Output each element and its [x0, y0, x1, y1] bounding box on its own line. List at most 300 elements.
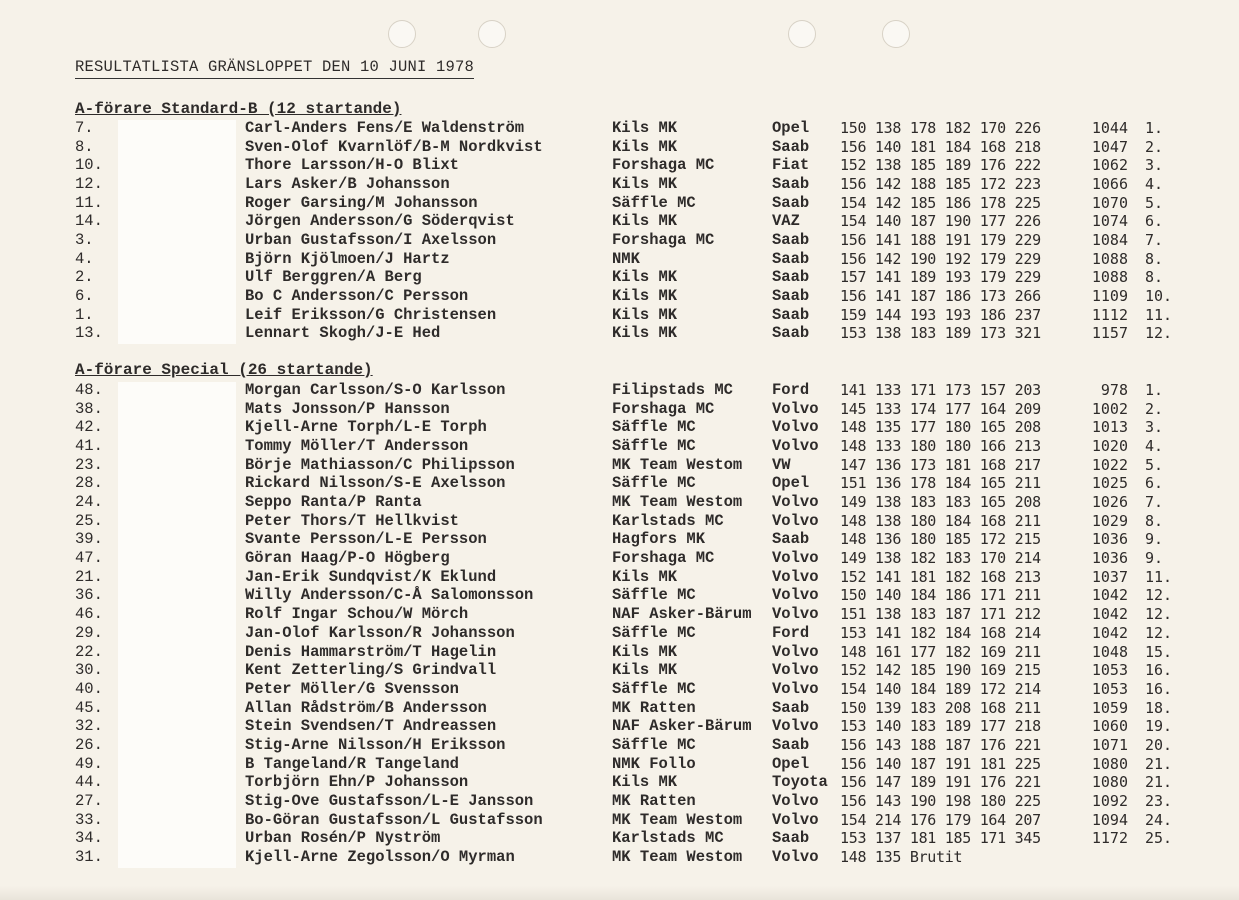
club: Kils MK [612, 661, 678, 680]
page-edge [0, 886, 1239, 900]
result-row [0, 493, 1239, 512]
stage-scores: 157 141 189 193 179 229 [840, 268, 1041, 287]
result-row [0, 530, 1239, 549]
stage-scores: 152 142 185 190 169 215 [840, 661, 1041, 680]
placing: 9. [1145, 530, 1164, 549]
car-make: Saab [772, 175, 810, 194]
club: NAF Asker-Bärum [612, 605, 752, 624]
stage-scores: 156 141 188 191 179 229 [840, 231, 1041, 250]
total-score: 1036 [1091, 530, 1128, 549]
car-make: Saab [772, 305, 810, 324]
placing: 24. [1145, 810, 1173, 829]
car-make: Volvo [772, 511, 819, 530]
crew-names: Kent Zetterling/S Grindvall [245, 661, 497, 680]
start-number: 34. [75, 829, 103, 848]
total-score: 1074 [1091, 212, 1128, 231]
result-row [0, 250, 1239, 269]
start-number: 46. [75, 605, 103, 624]
start-number: 30. [75, 661, 103, 680]
total-score: 1088 [1091, 268, 1128, 287]
car-make: Volvo [772, 567, 819, 586]
result-row [0, 194, 1239, 213]
club: MK Team Westom [612, 455, 743, 474]
car-make: Toyota [772, 773, 828, 792]
stage-scores: 148 135 Brutit [840, 848, 963, 866]
club: Karlstads MC [612, 511, 724, 530]
punch-hole [478, 20, 506, 48]
car-make: Fiat [772, 156, 810, 175]
car-make: Ford [772, 623, 810, 642]
result-row [0, 736, 1239, 755]
start-number: 39. [75, 530, 103, 549]
crew-names: Urban Rosén/P Nyström [245, 829, 441, 848]
placing: 18. [1145, 698, 1173, 717]
placing: 15. [1145, 642, 1173, 661]
crew-names: Björn Kjölmoen/J Hartz [245, 249, 450, 268]
result-row [0, 680, 1239, 699]
stage-scores: 154 140 184 189 172 214 [840, 679, 1041, 698]
crew-names: Allan Rådström/B Andersson [245, 698, 487, 717]
total-score: 1020 [1091, 437, 1128, 456]
stage-scores: 154 142 185 186 178 225 [840, 193, 1041, 212]
club: Kils MK [612, 119, 678, 137]
stage-scores: 148 136 180 185 172 215 [840, 530, 1041, 549]
placing: 8. [1145, 268, 1164, 287]
car-make: Opel [772, 754, 810, 773]
stage-scores: 149 138 182 183 170 214 [840, 549, 1041, 568]
total-score: 1036 [1091, 549, 1128, 568]
placing: 9. [1145, 549, 1164, 568]
result-row [0, 568, 1239, 587]
stage-scores: 150 138 178 182 170 226 [840, 119, 1041, 137]
placing: 4. [1145, 437, 1164, 456]
total-score: 1025 [1091, 474, 1128, 493]
result-row [0, 212, 1239, 231]
crew-names: Bo C Andersson/C Persson [245, 287, 469, 306]
total-score: 1042 [1091, 605, 1128, 624]
total-score: 1109 [1091, 287, 1128, 306]
club: Kils MK [612, 305, 678, 324]
crew-names: Thore Larsson/H-O Blixt [245, 156, 459, 175]
stage-scores: 153 141 182 184 168 214 [840, 623, 1041, 642]
car-make: Volvo [772, 661, 819, 680]
total-score: 1037 [1091, 567, 1128, 586]
start-number: 47. [75, 549, 103, 568]
stage-scores: 154 214 176 179 164 207 [840, 810, 1041, 829]
start-number: 2. [75, 268, 94, 287]
start-number: 44. [75, 773, 103, 792]
punch-hole [788, 20, 816, 48]
result-row [0, 437, 1239, 456]
start-number: 45. [75, 698, 103, 717]
total-score: 1062 [1091, 156, 1128, 175]
result-row [0, 811, 1239, 830]
stage-scores: 148 161 177 182 169 211 [840, 642, 1041, 661]
stage-scores: 156 142 188 185 172 223 [840, 175, 1041, 194]
placing: 21. [1145, 773, 1173, 792]
section-heading: A-förare Special (26 startande) [75, 361, 373, 379]
stage-scores: 152 138 185 189 176 222 [840, 156, 1041, 175]
placing: 3. [1145, 418, 1164, 437]
crew-names: Lennart Skogh/J-E Hed [245, 324, 441, 343]
result-row [0, 755, 1239, 774]
total-score: 1094 [1091, 810, 1128, 829]
stage-scores: 153 137 181 185 171 345 [840, 829, 1041, 848]
crew-names: Rickard Nilsson/S-E Axelsson [245, 474, 506, 493]
crew-names: Tommy Möller/T Andersson [245, 437, 469, 456]
car-make: Saab [772, 698, 810, 717]
crew-names: Stig-Arne Nilsson/H Eriksson [245, 735, 506, 754]
section-heading: A-förare Standard-B (12 startande) [75, 100, 402, 118]
crew-names: Torbjörn Ehn/P Johansson [245, 773, 469, 792]
club: Hagfors MK [612, 530, 706, 549]
total-score: 1059 [1091, 698, 1128, 717]
crew-names: Bo-Göran Gustafsson/L Gustafsson [245, 810, 543, 829]
club: MK Team Westom [612, 810, 743, 829]
start-number: 14. [75, 212, 103, 231]
total-score: 1157 [1091, 324, 1128, 343]
club: NMK Follo [612, 754, 696, 773]
stage-scores: 148 133 180 180 166 213 [840, 437, 1041, 456]
result-row [0, 474, 1239, 493]
total-score: 1053 [1091, 679, 1128, 698]
total-score: 1048 [1091, 642, 1128, 661]
club: NAF Asker-Bärum [612, 717, 752, 736]
car-make: Ford [772, 381, 810, 399]
stage-scores: 145 133 174 177 164 209 [840, 399, 1041, 418]
placing: 10. [1145, 287, 1173, 306]
stage-scores: 159 144 193 193 186 237 [840, 305, 1041, 324]
car-make: Volvo [772, 549, 819, 568]
club: MK Ratten [612, 791, 696, 810]
placing: 8. [1145, 511, 1164, 530]
result-row [0, 324, 1239, 343]
total-score: 1026 [1091, 493, 1128, 512]
crew-names: Roger Garsing/M Johansson [245, 193, 478, 212]
punch-hole [882, 20, 910, 48]
stage-scores: 154 140 187 190 177 226 [840, 212, 1041, 231]
start-number: 11. [75, 193, 103, 212]
crew-names: Peter Möller/G Svensson [245, 679, 459, 698]
club: Kils MK [612, 287, 678, 306]
start-number: 26. [75, 735, 103, 754]
start-number: 49. [75, 754, 103, 773]
stage-scores: 156 141 187 186 173 266 [840, 287, 1041, 306]
club: Forshaga MC [612, 231, 715, 250]
crew-names: Morgan Carlsson/S-O Karlsson [245, 381, 506, 399]
car-make: Volvo [772, 437, 819, 456]
car-make: Saab [772, 268, 810, 287]
total-score: 1047 [1091, 137, 1128, 156]
result-row [0, 119, 1239, 138]
total-score: 1092 [1091, 791, 1128, 810]
start-number: 36. [75, 586, 103, 605]
placing: 3. [1145, 156, 1164, 175]
crew-names: Ulf Berggren/A Berg [245, 268, 422, 287]
car-make: Saab [772, 735, 810, 754]
crew-names: Jörgen Andersson/G Söderqvist [245, 212, 515, 231]
crew-names: Mats Jonsson/P Hansson [245, 399, 450, 418]
result-row [0, 381, 1239, 400]
stage-scores: 156 143 188 187 176 221 [840, 735, 1041, 754]
result-row [0, 699, 1239, 718]
result-row [0, 138, 1239, 157]
car-make: VAZ [772, 212, 800, 231]
club: Kils MK [612, 324, 678, 343]
crew-names: Kjell-Arne Torph/L-E Torph [245, 418, 487, 437]
placing: 6. [1145, 212, 1164, 231]
result-row [0, 549, 1239, 568]
crew-names: Svante Persson/L-E Persson [245, 530, 487, 549]
start-number: 7. [75, 119, 94, 137]
stage-scores: 150 139 183 208 168 211 [840, 698, 1041, 717]
crew-names: Göran Haag/P-O Högberg [245, 549, 450, 568]
club: Säffle MC [612, 623, 696, 642]
placing: 8. [1145, 249, 1164, 268]
stage-scores: 148 135 177 180 165 208 [840, 418, 1041, 437]
crew-names: Jan-Olof Karlsson/R Johansson [245, 623, 515, 642]
result-row [0, 456, 1239, 475]
club: Säffle MC [612, 679, 696, 698]
total-score: 1022 [1091, 455, 1128, 474]
crew-names: Börje Mathiasson/C Philipsson [245, 455, 515, 474]
crew-names: Sven-Olof Kvarnlöf/B-M Nordkvist [245, 137, 543, 156]
placing: 11. [1145, 305, 1173, 324]
start-number: 22. [75, 642, 103, 661]
crew-names: B Tangeland/R Tangeland [245, 754, 459, 773]
start-number: 31. [75, 848, 103, 866]
club: Kils MK [612, 137, 678, 156]
club: Kils MK [612, 268, 678, 287]
result-row [0, 418, 1239, 437]
car-make: Volvo [772, 717, 819, 736]
start-number: 32. [75, 717, 103, 736]
car-make: Volvo [772, 418, 819, 437]
start-number: 21. [75, 567, 103, 586]
stage-scores: 153 138 183 189 173 321 [840, 324, 1041, 343]
total-score: 1080 [1091, 773, 1128, 792]
stage-scores: 152 141 181 182 168 213 [840, 567, 1041, 586]
total-score: 1060 [1091, 717, 1128, 736]
result-row [0, 306, 1239, 325]
car-make: Volvo [772, 642, 819, 661]
crew-names: Rolf Ingar Schou/W Mörch [245, 605, 469, 624]
result-row [0, 175, 1239, 194]
start-number: 13. [75, 324, 103, 343]
club: NMK [612, 249, 640, 268]
total-score: 978 [1100, 381, 1128, 399]
club: Karlstads MC [612, 829, 724, 848]
car-make: Opel [772, 474, 810, 493]
start-number: 25. [75, 511, 103, 530]
total-score: 1002 [1091, 399, 1128, 418]
placing: 21. [1145, 754, 1173, 773]
placing: 2. [1145, 399, 1164, 418]
placing: 12. [1145, 586, 1173, 605]
start-number: 42. [75, 418, 103, 437]
car-make: Saab [772, 193, 810, 212]
placing: 2. [1145, 137, 1164, 156]
start-number: 38. [75, 399, 103, 418]
start-number: 4. [75, 249, 94, 268]
car-make: Saab [772, 530, 810, 549]
club: Kils MK [612, 567, 678, 586]
start-number: 24. [75, 493, 103, 512]
crew-names: Carl-Anders Fens/E Waldenström [245, 119, 525, 137]
crew-names: Seppo Ranta/P Ranta [245, 493, 422, 512]
result-row [0, 773, 1239, 792]
placing: 19. [1145, 717, 1173, 736]
car-make: Volvo [772, 791, 819, 810]
placing: 25. [1145, 829, 1173, 848]
stage-scores: 153 140 183 189 177 218 [840, 717, 1041, 736]
start-number: 1. [75, 305, 94, 324]
result-row [0, 661, 1239, 680]
placing: 1. [1145, 119, 1164, 137]
result-row [0, 792, 1239, 811]
club: Säffle MC [612, 735, 696, 754]
crew-names: Jan-Erik Sundqvist/K Eklund [245, 567, 497, 586]
club: Säffle MC [612, 193, 696, 212]
document-title: RESULTATLISTA GRÄNSLOPPET DEN 10 JUNI 1978 [75, 58, 474, 79]
car-make: VW [772, 455, 791, 474]
placing: 7. [1145, 493, 1164, 512]
crew-names: Denis Hammarström/T Hagelin [245, 642, 497, 661]
club: MK Team Westom [612, 493, 743, 512]
club: MK Ratten [612, 698, 696, 717]
club: Forshaga MC [612, 549, 715, 568]
stage-scores: 141 133 171 173 157 203 [840, 381, 1041, 399]
start-number: 40. [75, 679, 103, 698]
result-row [0, 829, 1239, 848]
start-number: 41. [75, 437, 103, 456]
placing: 16. [1145, 661, 1173, 680]
stage-scores: 156 140 187 191 181 225 [840, 754, 1041, 773]
total-score: 1172 [1091, 829, 1128, 848]
total-score: 1112 [1091, 305, 1128, 324]
car-make: Saab [772, 287, 810, 306]
total-score: 1070 [1091, 193, 1128, 212]
crew-names: Willy Andersson/C-Å Salomonsson [245, 586, 534, 605]
club: Kils MK [612, 212, 678, 231]
car-make: Volvo [772, 679, 819, 698]
total-score: 1044 [1091, 119, 1128, 137]
total-score: 1080 [1091, 754, 1128, 773]
crew-names: Kjell-Arne Zegolsson/O Myrman [245, 848, 515, 866]
stage-scores: 150 140 184 186 171 211 [840, 586, 1041, 605]
club: Kils MK [612, 773, 678, 792]
placing: 23. [1145, 791, 1173, 810]
placing: 5. [1145, 193, 1164, 212]
placing: 7. [1145, 231, 1164, 250]
placing: 4. [1145, 175, 1164, 194]
placing: 12. [1145, 623, 1173, 642]
result-row [0, 268, 1239, 287]
total-score: 1066 [1091, 175, 1128, 194]
car-make: Volvo [772, 586, 819, 605]
start-number: 6. [75, 287, 94, 306]
club: Forshaga MC [612, 156, 715, 175]
car-make: Saab [772, 137, 810, 156]
total-score: 1042 [1091, 586, 1128, 605]
crew-names: Leif Eriksson/G Christensen [245, 305, 497, 324]
stage-scores: 147 136 173 181 168 217 [840, 455, 1041, 474]
result-row [0, 717, 1239, 736]
placing: 12. [1145, 605, 1173, 624]
result-row [0, 512, 1239, 531]
club: Kils MK [612, 642, 678, 661]
total-score: 1053 [1091, 661, 1128, 680]
placing: 11. [1145, 567, 1173, 586]
crew-names: Lars Asker/B Johansson [245, 175, 450, 194]
punch-hole [388, 20, 416, 48]
car-make: Volvo [772, 810, 819, 829]
result-row [0, 643, 1239, 662]
start-number: 28. [75, 474, 103, 493]
start-number: 3. [75, 231, 94, 250]
car-make: Volvo [772, 605, 819, 624]
placing: 5. [1145, 455, 1164, 474]
placing: 16. [1145, 679, 1173, 698]
result-row [0, 287, 1239, 306]
car-make: Saab [772, 324, 810, 343]
result-row [0, 605, 1239, 624]
placing: 1. [1145, 381, 1164, 399]
stage-scores: 151 138 183 187 171 212 [840, 605, 1041, 624]
crew-names: Stein Svendsen/T Andreassen [245, 717, 497, 736]
placing: 12. [1145, 324, 1173, 343]
stage-scores: 156 142 190 192 179 229 [840, 249, 1041, 268]
start-number: 8. [75, 137, 94, 156]
stage-scores: 156 147 189 191 176 221 [840, 773, 1041, 792]
result-row [0, 156, 1239, 175]
start-number: 33. [75, 810, 103, 829]
total-score: 1013 [1091, 418, 1128, 437]
car-make: Saab [772, 249, 810, 268]
car-make: Opel [772, 119, 810, 137]
stage-scores: 149 138 183 183 165 208 [840, 493, 1041, 512]
club: Säffle MC [612, 474, 696, 493]
crew-names: Urban Gustafsson/I Axelsson [245, 231, 497, 250]
total-score: 1042 [1091, 623, 1128, 642]
car-make: Volvo [772, 493, 819, 512]
crew-names: Peter Thors/T Hellkvist [245, 511, 459, 530]
start-number: 27. [75, 791, 103, 810]
start-number: 23. [75, 455, 103, 474]
club: MK Team Westom [612, 848, 743, 866]
result-row [0, 400, 1239, 419]
stage-scores: 156 140 181 184 168 218 [840, 137, 1041, 156]
stage-scores: 151 136 178 184 165 211 [840, 474, 1041, 493]
stage-scores: 148 138 180 184 168 211 [840, 511, 1041, 530]
total-score: 1029 [1091, 511, 1128, 530]
car-make: Saab [772, 829, 810, 848]
car-make: Saab [772, 231, 810, 250]
club: Kils MK [612, 175, 678, 194]
total-score: 1071 [1091, 735, 1128, 754]
placing: 20. [1145, 735, 1173, 754]
car-make: Volvo [772, 848, 819, 866]
start-number: 10. [75, 156, 103, 175]
start-number: 48. [75, 381, 103, 399]
club: Säffle MC [612, 437, 696, 456]
result-row [0, 586, 1239, 605]
crew-names: Stig-Ove Gustafsson/L-E Jansson [245, 791, 534, 810]
start-number: 29. [75, 623, 103, 642]
club: Säffle MC [612, 586, 696, 605]
total-score: 1088 [1091, 249, 1128, 268]
car-make: Volvo [772, 399, 819, 418]
